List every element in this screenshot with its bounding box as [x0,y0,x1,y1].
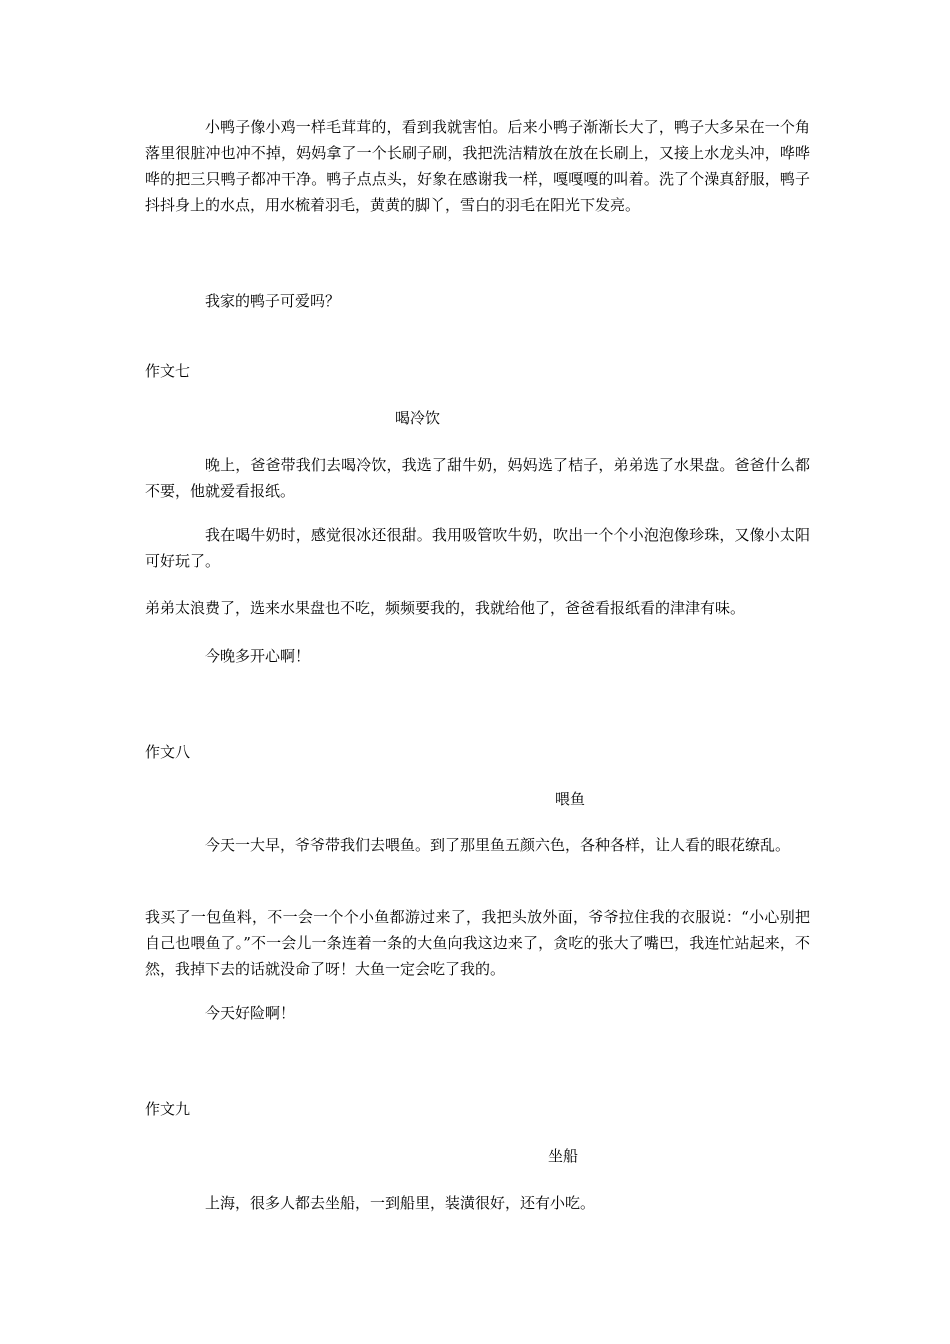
essay7-paragraph-3: 弟弟太浪费了，选来水果盘也不吃，频频要我的，我就给他了，爸爸看报纸看的津津有味。 [145,599,746,617]
essay8-paragraph-1: 今天一大早，爷爷带我们去喂鱼。到了那里鱼五颜六色，各种各样，让人看的眼花缭乱。 [205,836,791,854]
essay7-title: 喝冷饮 [395,409,441,427]
essay9-heading: 作文九 [145,1100,191,1118]
essay8-heading: 作文八 [145,743,191,761]
essay6-paragraph-1: 小鸭子像小鸡一样毛茸茸的，看到我就害怕。后来小鸭子渐渐长大了，鸭子大多呆在一个角落里很脏冲也冲不掉，妈妈拿了一个长刷子刷，我把洗洁精放在放在长刷上，又接上水龙头冲，哗哗哗的把三只鸭子都冲干净。鸭子点点头，好象在感谢我一样，嘎嘎嘎的叫着。洗了个澡真舒服，鸭子抖抖身上的水点，用水梳着羽毛，黄黄的脚丫，雪白的羽毛在阳光下发亮。 [145,118,810,214]
essay8-paragraph-3: 今天好险啊！ [205,1004,296,1022]
essay7-paragraph-4: 今晚多开心啊！ [205,647,311,665]
essay8-paragraph-2: 我买了一包鱼料，不一会一个个小鱼都游过来了，我把头放外面，爷爷拉住我的衣服说：“小心别把自己也喂鱼了。”不一会儿一条连着一条的大鱼向我这边来了，贪吃的张大了嘴巴，我连忙站起来，不然，我掉下去的话就没命了呀！大鱼一定会吃了我的。 [145,908,810,978]
essay7-heading: 作文七 [145,362,191,380]
essay7-paragraph-2: 我在喝牛奶时，感觉很冰还很甜。我用吸管吹牛奶，吹出一个个小泡泡像珍珠，又像小太阳可好玩了。 [145,526,810,570]
essay8-title: 喂鱼 [555,790,586,808]
essay7-paragraph-1: 晚上，爸爸带我们去喝冷饮，我选了甜牛奶，妈妈选了桔子，弟弟选了水果盘。爸爸什么都不要，他就爱看报纸。 [145,456,810,500]
essay9-paragraph-1: 上海，很多人都去坐船，一到船里，装潢很好，还有小吃。 [205,1194,596,1212]
essay6-paragraph-2: 我家的鸭子可爱吗？ [205,292,341,310]
essay9-title: 坐船 [548,1147,579,1165]
